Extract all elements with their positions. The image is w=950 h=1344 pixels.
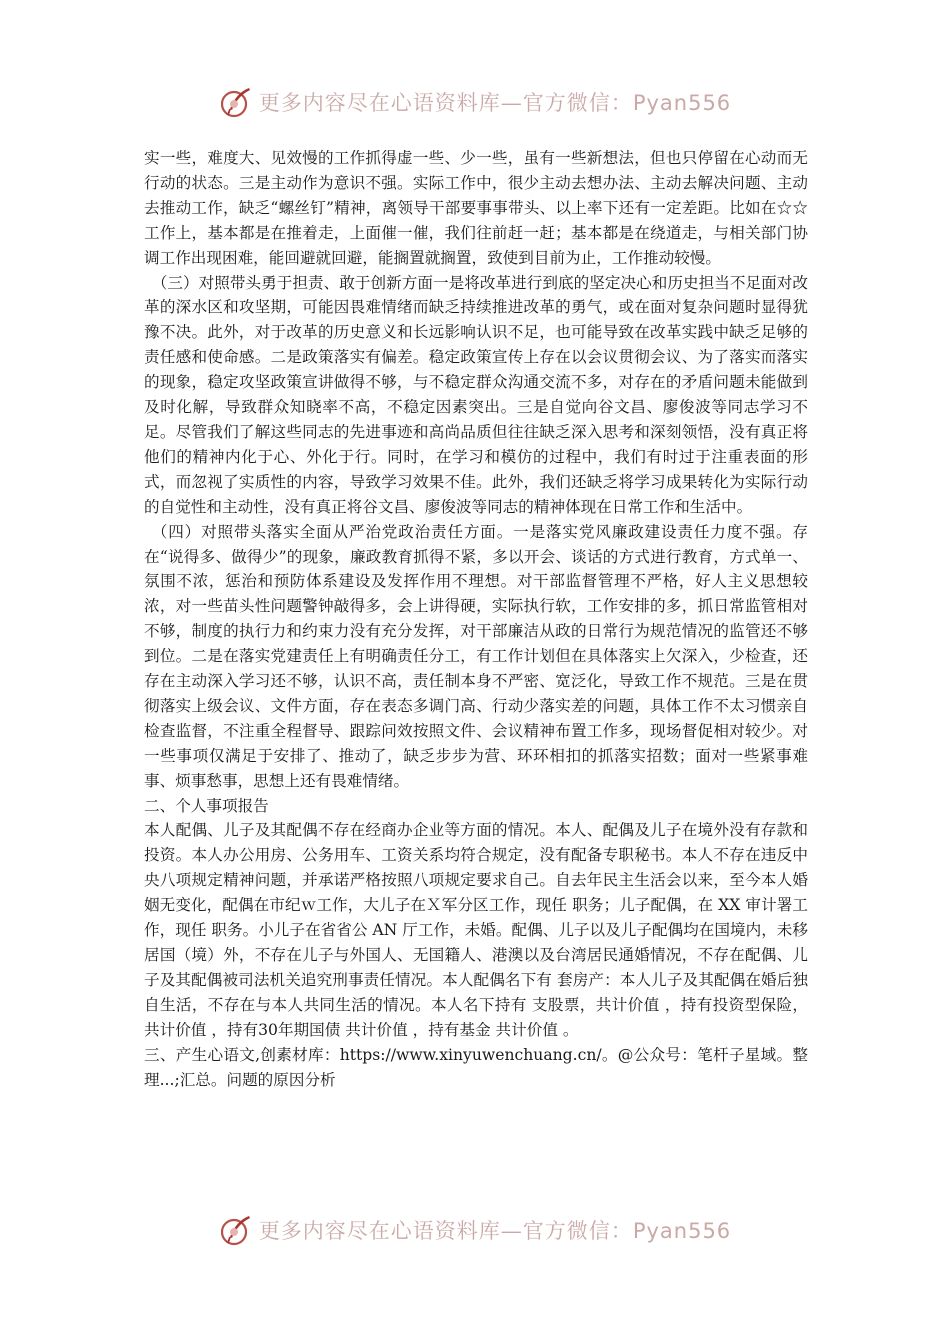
footer-banner-label: 更多内容尽在心语资料库—官方微信：	[258, 1219, 633, 1243]
paragraph-2: （三）对照带头勇于担责、敢于创新方面一是将改革进行到底的坚定决心和历史担当不足面对改革的深水区和攻坚期，可能因畏难情绪而缺乏持续推进改革的勇气，或在面对复杂问题时显得犹豫不决。此外，对于改革的历史意义和长远影响认识不足，也可能导致在改革实践中缺乏足够的责任感和使命感。二是政策落实有偏差。稳定政策宣传上存在以会议贯彻会议、为了落实而落实的现象，稳定攻坚政策宣讲做得不够，与不稳定群众沟通交流不多，对存在的矛盾问题未能做到及时化解，导致群众知晓率不高，不稳定因素突出。三是自觉向谷文昌、廖俊波等同志学习不足。尽管我们了解这些同志的先进事迹和高尚品质但往往缺乏深入思考和深刻领悟，没有真正将他们的精神内化于心、外化于行。同时，在学习和模仿的过程中，我们有时过于注重表面的形式，而忽视了实质性的内容，导致学习效果不佳。此外，我们还缺乏将学习成果转化为实际行动的自觉性和主动性，没有真正将谷文昌、廖俊波等同志的精神体现在日常工作和生活中。	[144, 273, 808, 516]
paragraph-3: （四）对照带头落实全面从严治党政治责任方面。一是落实党风廉政建设责任力度不强。存在“说得多、做得少”的现象，廉政教育抓得不紧，多以开会、谈话的方式进行教育，方式单一、氛围不浓，惩治和预防体系建设及发挥作用不理想。对干部监督管理不严格，好人主义思想较浓，对一些苗头性问题警钟敲得多，会上讲得硬，实际执行软，工作安排的多，抓日常监管相对不够，制度的执行力和约束力没有充分发挥，对干部廉洁从政的日常行为规范情况的监管还不够到位。二是在落实党建责任上有明确责任分工，有工作计划但在具体落实上欠深入，少检查，还存在主动深入学习还不够，认识不高，责任制本身不严密、宽泛化，导致工作不规范。三是在贯彻落实上级会议、文件方面，存在表态多调门高、行动少落实差的问题，具体工作不太习惯亲自检查监督，不注重全程督导、跟踪问效按照文件、会议精神布置工作多，现场督促相对较少。对一些事项仅满足于安排了、推动了，缺乏步步为营、环环相扣的抓落实招数；面对一些紧事难事、烦事愁事，思想上还有畏难情绪。	[144, 522, 808, 790]
header-banner-text	[259, 87, 731, 117]
document-body	[144, 146, 808, 1092]
quill-pen-logo-icon	[219, 1213, 253, 1247]
quill-pen-logo-icon	[219, 85, 253, 119]
section-heading-cause-analysis: 三、产生心语文,创素材库：https://www.xinyuwenchuang.cn/。@公众号：笔杆子星域。整理...;汇总。问题的原因分析	[144, 1045, 808, 1089]
footer-watermark-banner	[0, 1210, 950, 1250]
header-wechat-id: Pyan556	[632, 91, 732, 115]
footer-banner-text	[259, 1215, 731, 1245]
footer-wechat-id: Pyan556	[632, 1219, 732, 1243]
paragraph-1: 实一些，难度大、见效慢的工作抓得虚一些、少一些，虽有一些新想法，但也只停留在心动而无行动的状态。三是主动作为意识不强。实际工作中，很少主动去想办法、主动去解决问题、主动去推动工作，缺乏“螺丝钉”精神，离领导干部要事事带头、以上率下还有一定差距。比如在☆☆工作上，基本都是在推着走，上面催一催，我们往前赶一赶；基本都是在绕道走，与相关部门协调工作出现困难，能回避就回避，能搁置就搁置，致使到目前为止，工作推动较慢。	[144, 149, 808, 267]
paragraph-4: 本人配偶、儿子及其配偶不存在经商办企业等方面的情况。本人、配偶及儿子在境外没有存款和投资。本人办公用房、公务用车、工资关系均符合规定，没有配备专职秘书。本人不存在违反中央八项规定精神问题，并承诺严格按照八项规定要求自己。自去年民主生活会以来，至今本人婚姻无变化，配偶在市纪ｗ工作，大儿子在Ｘ军分区工作，现任 职务；儿子配偶，在 XX 审计署工作，现任 职务。小儿子在省省公 AN 厅工作，未婚。配偶、儿子以及儿子配偶均在国境内，未移居国（境）外，不存在儿子与外国人、无国籍人、港澳以及台湾居民通婚情况，不存在配偶、儿子及其配偶被司法机关追究刑事责任情况。本人配偶名下有 套房产：本人儿子及其配偶在婚后独自生活，不存在与本人共同生活的情况。本人名下持有 支股票，共计价值 ，持有投资型保险，共计价值 ，持有30年期国债 共计价值 ，持有基金 共计价值 。	[144, 821, 808, 1039]
header-watermark-banner	[0, 82, 950, 122]
section-heading-personal-report: 二、个人事项报告	[144, 796, 269, 815]
header-banner-label: 更多内容尽在心语资料库—官方微信：	[258, 91, 633, 115]
